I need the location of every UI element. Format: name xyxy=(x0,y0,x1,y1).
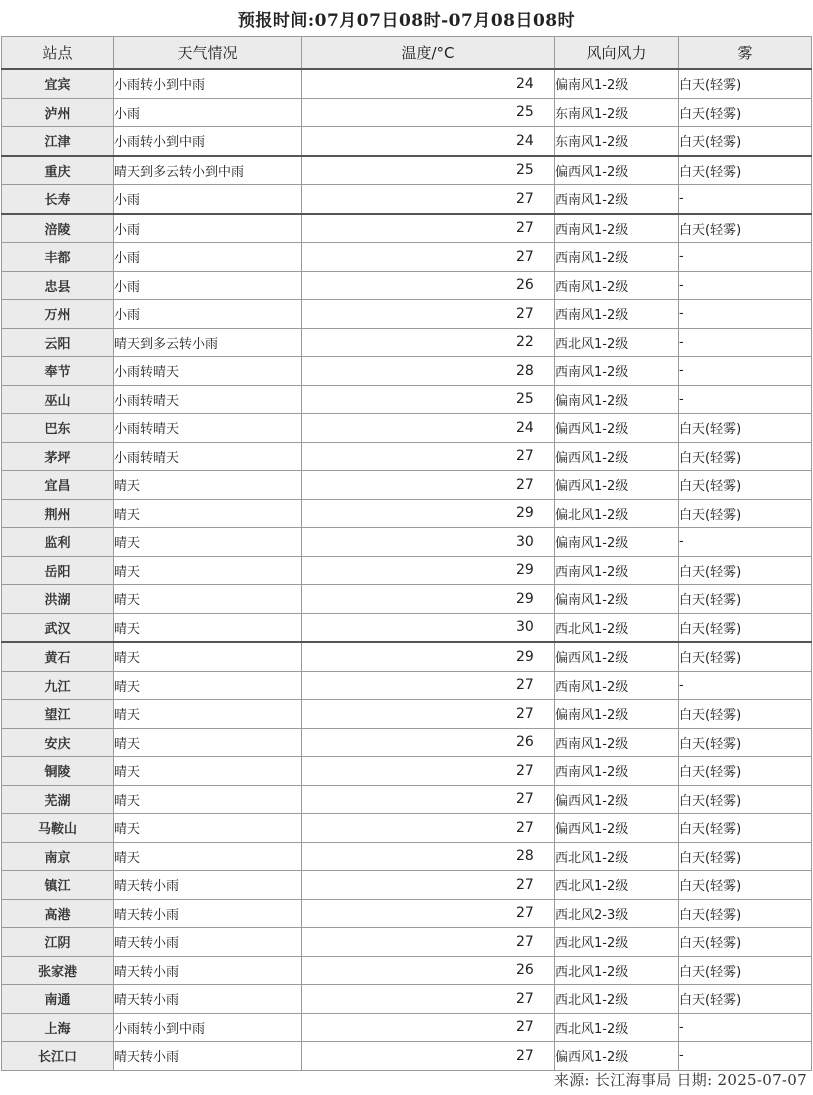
temperature-cell xyxy=(302,899,555,928)
temp-low: 27 xyxy=(516,1047,534,1064)
weather-cell: 晴天到多云转小雨 xyxy=(114,328,302,357)
wind-cell: 西南风1-2级 xyxy=(555,671,679,700)
table-row xyxy=(2,585,812,614)
table-header-row xyxy=(2,37,812,70)
fog-cell: 白天(轻雾) xyxy=(679,69,812,98)
station-cell: 安庆 xyxy=(2,728,114,757)
wind-cell: 西南风1-2级 xyxy=(555,214,679,243)
fog-cell: - xyxy=(679,1042,812,1071)
temp-low: 27 xyxy=(516,705,534,722)
weather-cell: 小雨 xyxy=(114,243,302,272)
table-row xyxy=(2,871,812,900)
station-cell: 茅坪 xyxy=(2,442,114,471)
temperature-cell xyxy=(302,642,555,671)
weather-cell: 晴天 xyxy=(114,728,302,757)
temperature-cell xyxy=(302,499,555,528)
page-title: 预报时间:07月07日08时-07月08日08时 xyxy=(237,11,576,31)
temp-low: 26 xyxy=(516,277,534,294)
table-row xyxy=(2,300,812,329)
weather-cell: 晴天 xyxy=(114,471,302,500)
table-row xyxy=(2,414,812,443)
header-station: 站点 xyxy=(2,37,114,70)
table-row xyxy=(2,243,812,272)
temperature-cell xyxy=(302,613,555,642)
temperature-cell xyxy=(302,871,555,900)
temperature-cell xyxy=(302,156,555,185)
temp-low: 27 xyxy=(516,448,534,465)
table-row xyxy=(2,700,812,729)
table-row xyxy=(2,785,812,814)
station-cell: 芜湖 xyxy=(2,785,114,814)
wind-cell: 西北风1-2级 xyxy=(555,928,679,957)
temp-low: 28 xyxy=(516,848,534,865)
station-cell: 奉节 xyxy=(2,357,114,386)
table-row xyxy=(2,757,812,786)
temperature-cell xyxy=(302,243,555,272)
temp-low: 27 xyxy=(516,762,534,779)
weather-cell: 晴天转小雨 xyxy=(114,871,302,900)
weather-cell: 小雨 xyxy=(114,214,302,243)
table-row xyxy=(2,328,812,357)
table-row xyxy=(2,69,812,98)
wind-cell: 西南风1-2级 xyxy=(555,271,679,300)
wind-cell: 西北风2-3级 xyxy=(555,899,679,928)
weather-cell: 晴天转小雨 xyxy=(114,899,302,928)
fog-cell: 白天(轻雾) xyxy=(679,814,812,843)
fog-cell: - xyxy=(679,328,812,357)
table-row xyxy=(2,185,812,214)
fog-cell: 白天(轻雾) xyxy=(679,928,812,957)
station-cell: 黄石 xyxy=(2,642,114,671)
temperature-cell xyxy=(302,985,555,1014)
temp-low: 27 xyxy=(516,933,534,950)
table-row xyxy=(2,928,812,957)
weather-cell: 晴天到多云转小到中雨 xyxy=(114,156,302,185)
temperature-cell xyxy=(302,585,555,614)
forecast-table xyxy=(1,36,812,1071)
wind-cell: 西北风1-2级 xyxy=(555,1013,679,1042)
weather-cell: 小雨 xyxy=(114,300,302,329)
weather-cell: 小雨转晴天 xyxy=(114,442,302,471)
wind-cell: 西南风1-2级 xyxy=(555,757,679,786)
wind-cell: 西北风1-2级 xyxy=(555,328,679,357)
weather-cell: 晴天 xyxy=(114,842,302,871)
table-row xyxy=(2,271,812,300)
station-cell: 忠县 xyxy=(2,271,114,300)
fog-cell: 白天(轻雾) xyxy=(679,842,812,871)
station-cell: 张家港 xyxy=(2,956,114,985)
wind-cell: 偏北风1-2级 xyxy=(555,499,679,528)
header-wind: 风向风力 xyxy=(555,37,679,70)
temp-low: 25 xyxy=(516,104,534,121)
station-cell: 望江 xyxy=(2,700,114,729)
table-row xyxy=(2,814,812,843)
table-row xyxy=(2,842,812,871)
station-cell: 万州 xyxy=(2,300,114,329)
source-footer: 来源: 长江海事局 日期: 2025-07-07 xyxy=(553,1071,807,1089)
station-cell: 宜宾 xyxy=(2,69,114,98)
wind-cell: 西北风1-2级 xyxy=(555,985,679,1014)
table-row xyxy=(2,671,812,700)
fog-cell: - xyxy=(679,671,812,700)
wind-cell: 西北风1-2级 xyxy=(555,956,679,985)
station-cell: 江津 xyxy=(2,127,114,156)
fog-cell: - xyxy=(679,528,812,557)
wind-cell: 西南风1-2级 xyxy=(555,185,679,214)
station-cell: 南通 xyxy=(2,985,114,1014)
temp-low: 26 xyxy=(516,962,534,979)
fog-cell: 白天(轻雾) xyxy=(679,442,812,471)
weather-cell: 晴天 xyxy=(114,671,302,700)
station-cell: 上海 xyxy=(2,1013,114,1042)
wind-cell: 东南风1-2级 xyxy=(555,127,679,156)
header-temperature: 温度/°C xyxy=(302,37,555,70)
table-row xyxy=(2,985,812,1014)
weather-cell: 小雨转小到中雨 xyxy=(114,69,302,98)
weather-cell: 小雨转晴天 xyxy=(114,357,302,386)
fog-cell: 白天(轻雾) xyxy=(679,98,812,127)
weather-cell: 晴天 xyxy=(114,785,302,814)
fog-cell: 白天(轻雾) xyxy=(679,985,812,1014)
fog-cell: - xyxy=(679,271,812,300)
station-cell: 武汉 xyxy=(2,613,114,642)
temperature-cell xyxy=(302,185,555,214)
fog-cell: - xyxy=(679,357,812,386)
table-row xyxy=(2,1013,812,1042)
station-cell: 荆州 xyxy=(2,499,114,528)
table-row xyxy=(2,214,812,243)
table-row xyxy=(2,357,812,386)
table-row xyxy=(2,471,812,500)
station-cell: 岳阳 xyxy=(2,556,114,585)
temp-low: 29 xyxy=(516,562,534,579)
weather-cell: 小雨转小到中雨 xyxy=(114,127,302,156)
station-cell: 丰都 xyxy=(2,243,114,272)
station-cell: 九江 xyxy=(2,671,114,700)
fog-cell: - xyxy=(679,385,812,414)
temp-low: 25 xyxy=(516,162,534,179)
header-weather: 天气情况 xyxy=(114,37,302,70)
temp-low: 26 xyxy=(516,734,534,751)
wind-cell: 偏西风1-2级 xyxy=(555,814,679,843)
temperature-cell xyxy=(302,1013,555,1042)
table-row xyxy=(2,98,812,127)
weather-cell: 晴天 xyxy=(114,814,302,843)
temp-low: 27 xyxy=(516,905,534,922)
wind-cell: 西北风1-2级 xyxy=(555,871,679,900)
wind-cell: 西南风1-2级 xyxy=(555,243,679,272)
temp-low: 27 xyxy=(516,476,534,493)
wind-cell: 西南风1-2级 xyxy=(555,556,679,585)
temp-low: 22 xyxy=(516,334,534,351)
table-row xyxy=(2,1042,812,1071)
table-row xyxy=(2,556,812,585)
weather-cell: 晴天转小雨 xyxy=(114,956,302,985)
weather-cell: 晴天转小雨 xyxy=(114,985,302,1014)
temp-low: 30 xyxy=(516,533,534,550)
weather-cell: 小雨 xyxy=(114,185,302,214)
wind-cell: 偏西风1-2级 xyxy=(555,642,679,671)
station-cell: 铜陵 xyxy=(2,757,114,786)
weather-cell: 晴天 xyxy=(114,700,302,729)
temperature-cell xyxy=(302,328,555,357)
temp-low: 27 xyxy=(516,220,534,237)
table-row xyxy=(2,956,812,985)
table-row xyxy=(2,385,812,414)
fog-cell: 白天(轻雾) xyxy=(679,499,812,528)
fog-cell: 白天(轻雾) xyxy=(679,642,812,671)
station-cell: 高港 xyxy=(2,899,114,928)
fog-cell: 白天(轻雾) xyxy=(679,127,812,156)
temp-low: 27 xyxy=(516,1019,534,1036)
fog-cell: 白天(轻雾) xyxy=(679,613,812,642)
wind-cell: 偏西风1-2级 xyxy=(555,471,679,500)
wind-cell: 西北风1-2级 xyxy=(555,842,679,871)
station-cell: 镇江 xyxy=(2,871,114,900)
fog-cell: 白天(轻雾) xyxy=(679,871,812,900)
weather-cell: 晴天 xyxy=(114,556,302,585)
weather-cell: 晴天 xyxy=(114,499,302,528)
weather-cell: 小雨转晴天 xyxy=(114,385,302,414)
weather-cell: 晴天转小雨 xyxy=(114,928,302,957)
temperature-cell xyxy=(302,442,555,471)
fog-cell: 白天(轻雾) xyxy=(679,585,812,614)
temperature-cell xyxy=(302,842,555,871)
fog-cell: 白天(轻雾) xyxy=(679,757,812,786)
fog-cell: 白天(轻雾) xyxy=(679,214,812,243)
fog-cell: 白天(轻雾) xyxy=(679,471,812,500)
wind-cell: 西北风1-2级 xyxy=(555,613,679,642)
fog-cell: 白天(轻雾) xyxy=(679,556,812,585)
station-cell: 马鞍山 xyxy=(2,814,114,843)
station-cell: 监利 xyxy=(2,528,114,557)
wind-cell: 偏西风1-2级 xyxy=(555,442,679,471)
table-row xyxy=(2,728,812,757)
weather-cell: 小雨转晴天 xyxy=(114,414,302,443)
wind-cell: 偏西风1-2级 xyxy=(555,1042,679,1071)
wind-cell: 偏南风1-2级 xyxy=(555,385,679,414)
station-cell: 宜昌 xyxy=(2,471,114,500)
table-body xyxy=(2,69,812,1070)
station-cell: 长寿 xyxy=(2,185,114,214)
fog-cell: 白天(轻雾) xyxy=(679,899,812,928)
temp-low: 27 xyxy=(516,248,534,265)
table-row xyxy=(2,613,812,642)
wind-cell: 偏西风1-2级 xyxy=(555,414,679,443)
weather-cell: 晴天 xyxy=(114,613,302,642)
temp-low: 28 xyxy=(516,362,534,379)
header-fog: 雾 xyxy=(679,37,812,70)
weather-cell: 小雨 xyxy=(114,271,302,300)
fog-cell: - xyxy=(679,243,812,272)
station-cell: 云阳 xyxy=(2,328,114,357)
station-cell: 巴东 xyxy=(2,414,114,443)
temperature-cell xyxy=(302,1042,555,1071)
fog-cell: 白天(轻雾) xyxy=(679,700,812,729)
temperature-cell xyxy=(302,556,555,585)
temperature-cell xyxy=(302,700,555,729)
station-cell: 长江口 xyxy=(2,1042,114,1071)
weather-cell: 晴天 xyxy=(114,585,302,614)
station-cell: 巫山 xyxy=(2,385,114,414)
temperature-cell xyxy=(302,528,555,557)
temperature-cell xyxy=(302,69,555,98)
fog-cell: - xyxy=(679,185,812,214)
weather-cell: 小雨转小到中雨 xyxy=(114,1013,302,1042)
wind-cell: 东南风1-2级 xyxy=(555,98,679,127)
wind-cell: 偏西风1-2级 xyxy=(555,156,679,185)
temp-low: 27 xyxy=(516,677,534,694)
wind-cell: 偏西风1-2级 xyxy=(555,785,679,814)
temperature-cell xyxy=(302,757,555,786)
wind-cell: 偏南风1-2级 xyxy=(555,528,679,557)
fog-cell: 白天(轻雾) xyxy=(679,414,812,443)
fog-cell: 白天(轻雾) xyxy=(679,785,812,814)
temp-low: 27 xyxy=(516,876,534,893)
temp-low: 27 xyxy=(516,791,534,808)
temp-low: 30 xyxy=(516,619,534,636)
temp-low: 29 xyxy=(516,590,534,607)
temperature-cell xyxy=(302,98,555,127)
wind-cell: 偏南风1-2级 xyxy=(555,700,679,729)
temp-low: 27 xyxy=(516,990,534,1007)
temp-low: 27 xyxy=(516,819,534,836)
table-row xyxy=(2,156,812,185)
table-row xyxy=(2,642,812,671)
station-cell: 涪陵 xyxy=(2,214,114,243)
temperature-cell xyxy=(302,127,555,156)
wind-cell: 偏南风1-2级 xyxy=(555,69,679,98)
table-row xyxy=(2,528,812,557)
station-cell: 南京 xyxy=(2,842,114,871)
temperature-cell xyxy=(302,357,555,386)
table-row xyxy=(2,127,812,156)
fog-cell: 白天(轻雾) xyxy=(679,156,812,185)
temp-low: 27 xyxy=(516,190,534,207)
temp-low: 24 xyxy=(516,132,534,149)
weather-cell: 小雨 xyxy=(114,98,302,127)
temperature-cell xyxy=(302,671,555,700)
temp-low: 24 xyxy=(516,75,534,92)
table-row xyxy=(2,899,812,928)
temperature-cell xyxy=(302,414,555,443)
temperature-cell xyxy=(302,956,555,985)
weather-cell: 晴天 xyxy=(114,757,302,786)
temp-low: 27 xyxy=(516,305,534,322)
wind-cell: 西南风1-2级 xyxy=(555,300,679,329)
table-row xyxy=(2,499,812,528)
temperature-cell xyxy=(302,214,555,243)
fog-cell: - xyxy=(679,1013,812,1042)
fog-cell: - xyxy=(679,300,812,329)
temperature-cell xyxy=(302,814,555,843)
temperature-cell xyxy=(302,785,555,814)
temperature-cell xyxy=(302,271,555,300)
wind-cell: 偏南风1-2级 xyxy=(555,585,679,614)
weather-cell: 晴天 xyxy=(114,642,302,671)
temperature-cell xyxy=(302,385,555,414)
table-row xyxy=(2,442,812,471)
weather-cell: 晴天 xyxy=(114,528,302,557)
station-cell: 泸州 xyxy=(2,98,114,127)
station-cell: 洪湖 xyxy=(2,585,114,614)
station-cell: 江阴 xyxy=(2,928,114,957)
fog-cell: 白天(轻雾) xyxy=(679,956,812,985)
temp-low: 29 xyxy=(516,648,534,665)
temperature-cell xyxy=(302,728,555,757)
fog-cell: 白天(轻雾) xyxy=(679,728,812,757)
temp-low: 25 xyxy=(516,391,534,408)
station-cell: 重庆 xyxy=(2,156,114,185)
wind-cell: 西南风1-2级 xyxy=(555,357,679,386)
wind-cell: 西南风1-2级 xyxy=(555,728,679,757)
temp-low: 29 xyxy=(516,505,534,522)
weather-cell: 晴天转小雨 xyxy=(114,1042,302,1071)
temperature-cell xyxy=(302,928,555,957)
temperature-cell xyxy=(302,471,555,500)
temp-low: 24 xyxy=(516,419,534,436)
temperature-cell xyxy=(302,300,555,329)
